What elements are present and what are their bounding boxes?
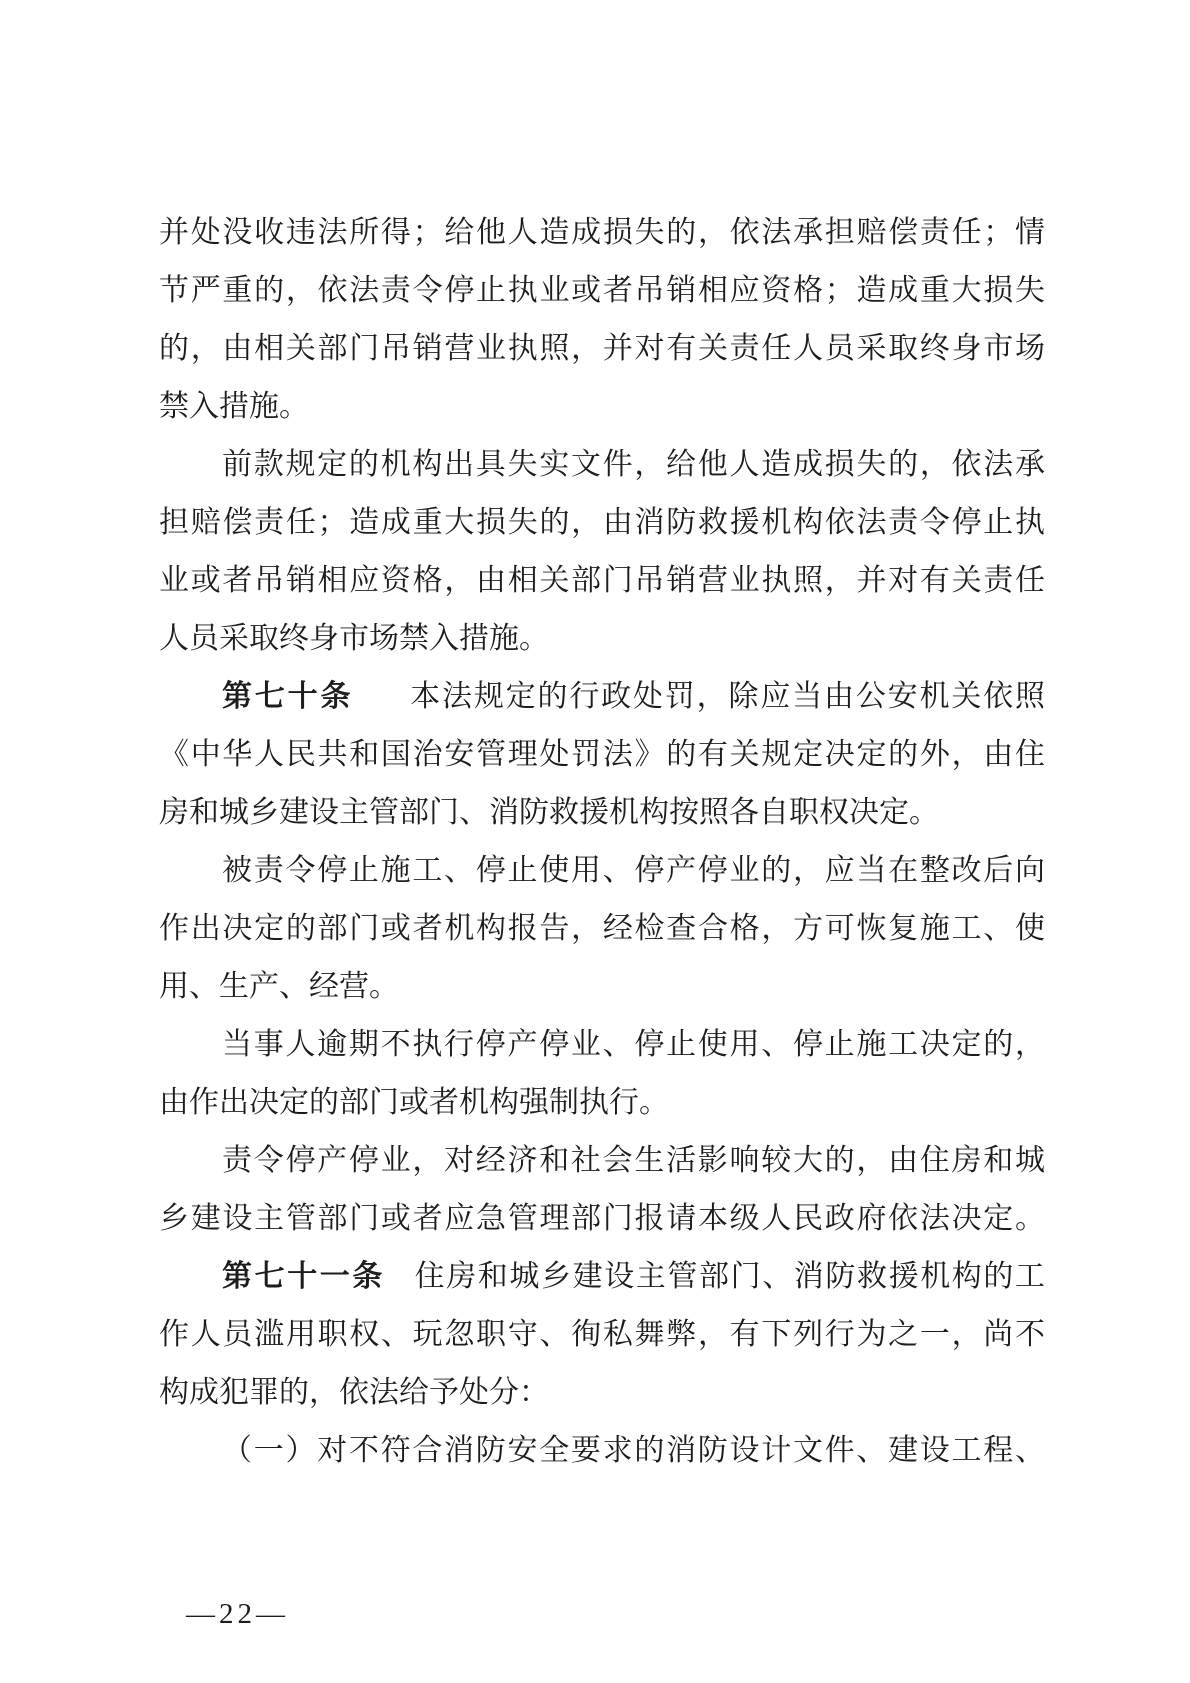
text-line: 人员采取终身市场禁入措施。 [159,622,549,655]
article-number-70: 第七十条 [222,680,354,713]
text-line: 乡建设主管部门或者应急管理部门报请本级人民政府依法决定。 [159,1202,1045,1235]
article-text: 住房和城乡建设主管部门、消防救援机构的工 [413,1260,1045,1293]
article-70-heading-line [159,668,1045,726]
text-line: 并处没收违法所得；给他人造成损失的，依法承担赔偿责任；情 [159,216,1045,249]
text-line: 被责令停止施工、停止使用、停产停业的，应当在整改后向 [222,854,1045,887]
text-line: 当事人逾期不执行停产停业、停止使用、停止施工决定的， [222,1028,1045,1061]
text-line: （一）对不符合消防安全要求的消防设计文件、建设工程、 [222,1434,1045,1467]
text-line: 业或者吊销相应资格，由相关部门吊销营业执照，并对有关责任 [159,564,1045,597]
text-line: 由作出决定的部门或者机构强制执行。 [159,1086,669,1119]
text-line: 节严重的，依法责令停止执业或者吊销相应资格；造成重大损失 [159,274,1045,307]
spacer [385,1285,413,1286]
text-line: 房和城乡建设主管部门、消防救援机构按照各自职权决定。 [159,796,939,829]
spacer [353,705,408,706]
text-line: 禁入措施。 [159,390,309,423]
article-71-heading-line [159,1248,1045,1306]
text-line: 的，由相关部门吊销营业执照，并对有关责任人员采取终身市场 [159,332,1045,365]
article-text: 本法规定的行政处罚，除应当由公安机关依照 [408,680,1045,713]
text-line: 作人员滥用职权、玩忽职守、徇私舞弊，有下列行为之一，尚不 [159,1318,1045,1351]
page-number: —22— [186,1598,289,1630]
text-line: 构成犯罪的，依法给予处分： [159,1376,549,1409]
document-body [159,204,1045,1480]
article-number-71: 第七十一条 [222,1260,385,1293]
text-line: 用、生产、经营。 [159,970,399,1003]
text-line: 前款规定的机构出具失实文件，给他人造成损失的，依法承 [222,448,1045,481]
text-line: 作出决定的部门或者机构报告，经检查合格，方可恢复施工、使 [159,912,1045,945]
text-line: 责令停产停业，对经济和社会生活影响较大的，由住房和城 [222,1144,1045,1177]
text-line: 《中华人民共和国治安管理处罚法》的有关规定决定的外，由住 [159,738,1045,771]
text-line: 担赔偿责任；造成重大损失的，由消防救援机构依法责令停止执 [159,506,1045,539]
